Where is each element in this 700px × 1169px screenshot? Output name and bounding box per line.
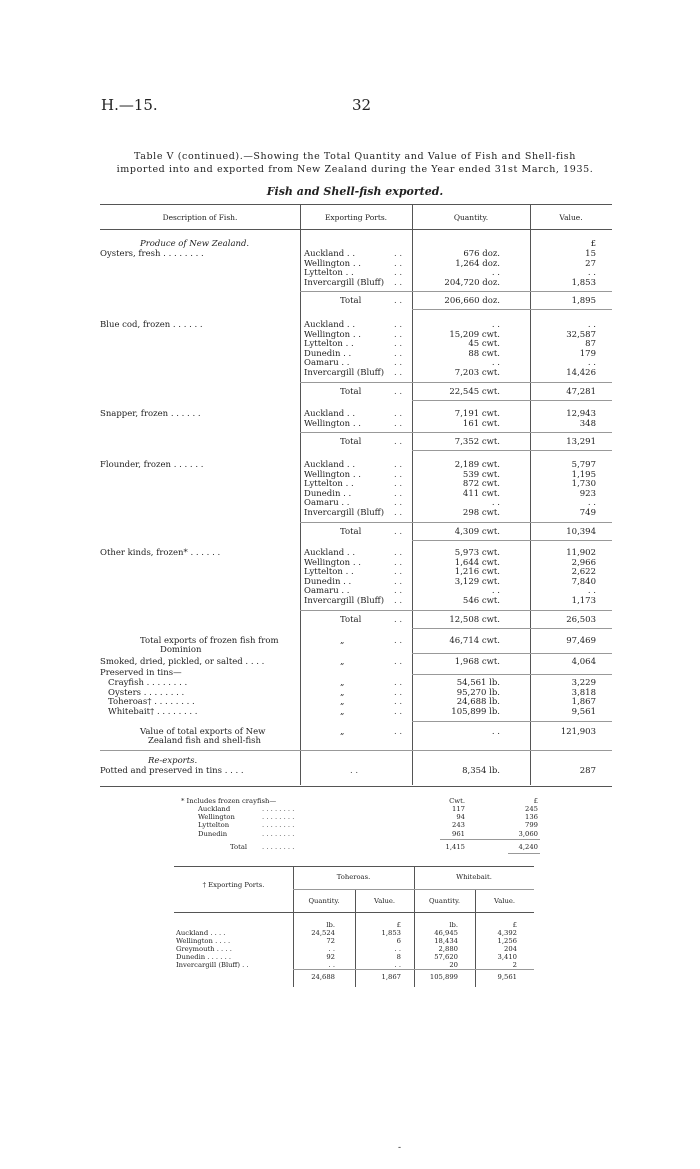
money-value: 923 [579,488,596,499]
footnote-total-value: 4,240 [518,843,538,851]
money-value: . . [587,358,596,369]
footnote-total-cwt: 1,415 [445,843,465,851]
footnote-cwt: 94 [456,813,465,822]
quantity-value: 15,209 cwt. [449,329,500,340]
whitebait-value-heading: Value. [493,897,516,905]
money-value: 1,730 [571,479,596,490]
money-value: 348 [579,418,596,429]
port-dots: . . [394,258,403,269]
whitebait-table-header-rule [174,912,534,913]
port-name: Oamaru . . [304,498,350,509]
group-total-value: 13,291 [566,437,596,448]
group-total-dots: . . [394,386,403,397]
port-name: Oamaru . . [304,358,350,369]
footnote-dots: . . . . . . . . [262,813,295,822]
whitebait-table-port: Dunedin . . . . . . [176,953,232,961]
footnote-crayfish-intro: * Includes frozen crayfish— [181,797,277,805]
tins-item-name: Toheroas† . . . . . . . . [108,697,195,708]
whitebait-value: 3,410 [497,953,517,961]
quantity-value: 2,189 cwt. [454,460,500,470]
whitebait-total-value: 9,561 [497,973,517,981]
table-title-line1: Table V (continued).—Showing the Total Quantity and Value of Fish and Shell-fish [134,151,576,162]
toheroas-qty: . . [328,945,335,953]
port-name: Auckland . . [304,249,356,259]
port-name: Wellington . . [304,329,361,340]
quantity-value: 1,644 cwt. [454,557,500,568]
whitebait-heading: Whitebait. [456,873,492,881]
whitebait-qty-heading: Quantity. [428,897,461,905]
group-total-qty: 7,352 cwt. [454,437,500,448]
quantity-value: 411 cwt. [462,488,500,499]
footnote-value: 799 [525,821,538,830]
group-total-dots: . . [394,614,403,625]
tins-item-qty: 95,270 lb. [456,687,500,698]
port-name: Auckland . . [304,548,356,558]
group-total-label: Total [340,437,362,448]
footnote-port: Lyttelton [198,821,230,830]
whitebait-value-unit: £ [512,921,517,929]
whitebait-unit: lb. [449,921,458,929]
port-dots: . . [394,586,403,597]
quantity-value: 161 cwt. [462,418,500,429]
toheroas-total-qty: 24,688 [311,973,335,981]
port-name: Dunedin . . [304,488,352,499]
money-value: 27 [585,258,596,269]
whitebait-qty: 57,620 [434,953,458,961]
quantity-value: 676 doz. [463,249,500,259]
group-total-rule [412,450,612,451]
port-name: Lyttelton . . [304,339,354,350]
footnote-port: Dunedin [198,829,228,838]
money-value: 2,966 [571,557,596,568]
footnote-value: 3,060 [518,829,538,838]
port-name: Invercargill (Bluff) [304,368,385,378]
value-total-qty: . . [491,727,500,737]
potted-port: . . [350,766,359,776]
tins-heading: Preserved in tins— [100,668,182,678]
value-total-dots: . . [394,727,403,737]
footnote-value: 245 [525,805,538,813]
port-name: Dunedin . . [304,576,352,587]
tins-item-port: „ [340,706,345,717]
group-total-value: 10,394 [566,526,596,537]
port-dots: . . [394,329,403,340]
port-dots: . . [394,368,403,378]
footnote-total-underline [508,853,540,854]
toheroas-value: . . [394,945,401,953]
whitebait-table-port: Wellington . . . . [176,937,231,945]
port-dots: . . [394,409,403,419]
money-value: 5,797 [571,460,596,470]
page-bottom-mark: - [398,1143,402,1153]
tins-item-dots: . . [394,678,403,688]
tins-item-dots: . . [394,706,403,717]
group-total-label: Total [340,526,362,537]
column-header-qty: Quantity. [453,213,489,222]
footnote-unit-cwt: Cwt. [449,797,465,805]
table-subtitle: Fish and Shell-fish exported. [266,185,444,198]
group-total-value: 47,281 [566,386,596,397]
quantity-value: 1,216 cwt. [454,567,500,578]
quantity-value: . . [491,498,500,509]
column-header-desc: Description of Fish. [162,213,238,222]
smoked-value: 4,064 [571,657,596,667]
frozen-total-label-2: Dominion [160,645,202,655]
group-total-dots: . . [394,526,403,537]
whitebait-value: 1,256 [497,937,517,945]
tins-item-dots: . . [394,687,403,698]
port-name: Wellington . . [304,258,361,269]
quantity-value: 872 cwt. [462,479,500,490]
group-total-label: Total [340,296,362,307]
footnote-cwt: 243 [452,821,465,830]
whitebait-table-port: Greymouth . . . . [176,945,232,953]
money-value: 749 [579,508,596,518]
potted-qty: 8,354 lb. [462,766,500,776]
port-name: Dunedin . . [304,348,352,359]
value-total-port: „ [340,727,345,737]
toheroas-value: 6 [396,937,401,945]
tins-item-dots: . . [394,697,403,708]
port-dots: . . [394,339,403,350]
page-number: 32 [352,96,372,114]
toheroas-qty: . . [328,961,335,969]
smoked-dots: . . [394,657,403,667]
money-value: . . [587,320,596,330]
whitebait-table-port: Invercargill (Bluff) . . [176,961,249,969]
toheroas-qty-heading: Quantity. [308,897,340,905]
fish-name: Other kinds, frozen* . . . . . . [100,548,221,558]
group-total-qty: 4,309 cwt. [454,526,500,537]
tins-rule [412,721,612,722]
footnote-value: 136 [525,813,538,822]
money-value: 2,622 [571,567,596,578]
footnote-crayfish-rule [440,839,540,840]
fish-name: Snapper, frozen . . . . . . [100,409,201,419]
group-subtotal-rule [300,610,612,611]
footnote-total-dots: . . . . . . . . [262,843,295,851]
port-dots: . . [394,348,403,359]
tins-item-port: „ [340,678,345,688]
whitebait-total-qty: 105,899 [429,973,458,981]
tins-item-value: 3,229 [571,678,596,688]
reexports-heading: Re-exports. [148,756,198,766]
port-dots: . . [394,277,403,288]
money-value: 1,195 [571,469,596,480]
port-dots: . . [394,479,403,490]
fish-name: Oysters, fresh . . . . . . . . [100,249,204,259]
toheroas-value: 8 [396,953,401,961]
quantity-value: 546 cwt. [462,596,500,606]
smoked-label: Smoked, dried, pickled, or salted . . . . [100,657,265,667]
tins-item-port: „ [340,687,345,698]
quantity-value: 88 cwt. [468,348,500,359]
value-total-label: Value of total exports of New [140,727,266,737]
footnote-total-label: Total [230,843,248,851]
group-total-label: Total [340,386,362,397]
toheroas-value: 1,853 [381,929,401,937]
money-value: 179 [579,348,596,359]
table-header-rule [100,229,612,230]
port-name: Auckland . . [304,409,356,419]
frozen-total-dots: . . [394,636,403,646]
toheroas-value-unit: £ [396,921,401,929]
whitebait-table-ports-heading: † Exporting Ports. [202,881,265,889]
port-dots: . . [394,596,403,606]
port-dots: . . [394,567,403,578]
port-name: Wellington . . [304,418,361,429]
table-title-line2: imported into and exported from New Zealand during the Year ended 31st March, 1935. [116,164,594,175]
port-dots: . . [394,469,403,480]
group-total-rule [412,400,612,401]
footnote-dots: . . . . . . . . [262,805,295,813]
whitebait-value: 2 [512,961,517,969]
table-bottom-rule [100,786,612,787]
toheroas-value-heading: Value. [373,897,396,905]
group-subtotal-rule [300,522,612,523]
group-total-dots: . . [394,296,403,307]
whitebait-value: 204 [504,945,517,953]
value-total-value: 121,903 [560,727,596,737]
port-dots: . . [394,548,403,558]
tins-item-name: Oysters . . . . . . . . [108,687,185,698]
port-dots: . . [394,268,403,279]
value-total-label-2: Zealand fish and shell-fish [148,736,261,746]
tins-item-qty: 105,899 lb. [451,706,500,717]
toheroas-qty: 92 [326,953,335,961]
whitebait-qty: 18,434 [434,937,458,945]
frozen-total-port: „ [340,636,345,646]
port-dots: . . [394,249,403,259]
group-total-qty: 206,660 doz. [444,296,500,307]
tins-item-port: „ [340,697,345,708]
smoked-port: „ [340,657,345,667]
quantity-value: 3,129 cwt. [454,576,500,587]
whitebait-qty: 46,945 [434,929,458,937]
quantity-value: 7,203 cwt. [454,368,500,378]
quantity-value: 45 cwt. [468,339,500,350]
money-value: 15 [585,249,596,259]
whitebait-table-subheader-rule [293,889,534,890]
tins-item-value: 3,818 [571,687,596,698]
group-subtotal-rule [300,432,612,433]
money-value: . . [587,586,596,597]
frozen-total-label: Total exports of frozen fish from [140,636,279,646]
tins-item-name: Crayfish . . . . . . . . [108,678,188,688]
port-dots: . . [394,460,403,470]
group-total-label: Total [340,614,362,625]
toheroas-qty: 24,524 [311,929,335,937]
quantity-value: 298 cwt. [462,508,500,518]
port-name: Invercargill (Bluff) [304,508,385,518]
money-value: 87 [585,339,596,350]
port-name: Lyttelton . . [304,268,354,279]
frozen-total-rule [412,653,612,654]
port-name: Auckland . . [304,460,356,470]
group-subtotal-rule [300,291,612,292]
currency-unit: £ [590,239,596,249]
port-name: Wellington . . [304,469,361,480]
toheroas-value: . . [394,961,401,969]
fish-name: Blue cod, frozen . . . . . . [100,320,203,330]
quantity-value: 5,973 cwt. [454,548,500,558]
money-value: 1,173 [571,596,596,606]
footnote-port: Auckland [198,805,231,813]
port-dots: . . [394,498,403,509]
quantity-value: . . [491,268,500,279]
footnote-dots: . . . . . . . . [262,821,295,830]
whitebait-qty: 2,880 [438,945,458,953]
group-total-rule [412,628,612,629]
quantity-value: . . [491,320,500,330]
port-dots: . . [394,358,403,369]
value-total-rule [100,750,612,751]
port-name: Lyttelton . . [304,567,354,578]
money-value: 14,426 [566,368,596,378]
money-value: 1,853 [571,277,596,288]
port-name: Invercargill (Bluff) [304,596,385,606]
group-subtotal-rule [300,382,612,383]
group-total-qty: 22,545 cwt. [449,386,500,397]
money-value: . . [587,498,596,509]
group-total-value: 1,895 [571,296,596,307]
footnote-port: Wellington [198,813,235,822]
quantity-value: . . [491,358,500,369]
quantity-value: . . [491,586,500,597]
potted-value: 287 [579,766,596,776]
group-total-rule [412,540,612,541]
frozen-total-qty: 46,714 cwt. [449,636,500,646]
port-dots: . . [394,557,403,568]
tins-item-value: 1,867 [571,697,596,708]
quantity-value: 539 cwt. [462,469,500,480]
smoked-rule [412,674,612,675]
tins-item-qty: 24,688 lb. [456,697,500,708]
tins-item-name: Whitebait† . . . . . . . . [108,706,198,717]
footnote-unit-gbp: £ [533,797,538,805]
money-value: 32,587 [566,329,596,340]
quantity-value: 204,720 doz. [444,277,500,288]
tins-item-qty: 54,561 lb. [456,678,500,688]
money-value: 7,840 [571,576,596,587]
money-value: 12,943 [566,409,596,419]
port-name: Invercargill (Bluff) [304,277,385,288]
potted-label: Potted and preserved in tins . . . . [100,766,244,776]
table-top-rule [100,204,612,205]
port-name: Oamaru . . [304,586,350,597]
toheroas-unit: lb. [326,921,335,929]
port-dots: . . [394,418,403,429]
frozen-total-value: 97,469 [566,636,596,646]
group-total-qty: 12,508 cwt. [449,614,500,625]
whitebait-table-total-rule [293,969,534,970]
document-reference: H.—15. [101,96,158,114]
column-header-ports: Exporting Ports. [324,213,388,222]
fish-name: Flounder, frozen . . . . . . [100,460,204,470]
group-total-dots: . . [394,437,403,448]
whitebait-qty: 20 [449,961,458,969]
port-dots: . . [394,320,403,330]
port-name: Auckland . . [304,320,356,330]
column-header-value: Value. [559,213,583,222]
toheroas-qty: 72 [326,937,335,945]
quantity-value: 7,191 cwt. [454,409,500,419]
money-value: . . [587,268,596,279]
port-name: Wellington . . [304,557,361,568]
port-dots: . . [394,488,403,499]
group-total-value: 26,503 [566,614,596,625]
money-value: 11,902 [566,548,596,558]
toheroas-total-value: 1,867 [381,973,401,981]
port-dots: . . [394,576,403,587]
toheroas-heading: Toheroas. [336,873,371,881]
produce-heading: Produce of New Zealand. [140,239,250,249]
smoked-qty: 1,968 cwt. [454,657,500,667]
port-dots: . . [394,508,403,518]
port-name: Lyttelton . . [304,479,354,490]
group-total-rule [412,309,612,310]
footnote-cwt: 961 [452,829,465,838]
footnote-cwt: 117 [452,805,465,813]
quantity-value: 1,264 doz. [455,258,500,269]
whitebait-table-top-rule [174,866,534,867]
whitebait-table-port: Auckland . . . . [176,929,226,937]
tins-item-value: 9,561 [571,706,596,717]
whitebait-value: 4,392 [497,929,517,937]
footnote-dots: . . . . . . . . [262,829,295,838]
